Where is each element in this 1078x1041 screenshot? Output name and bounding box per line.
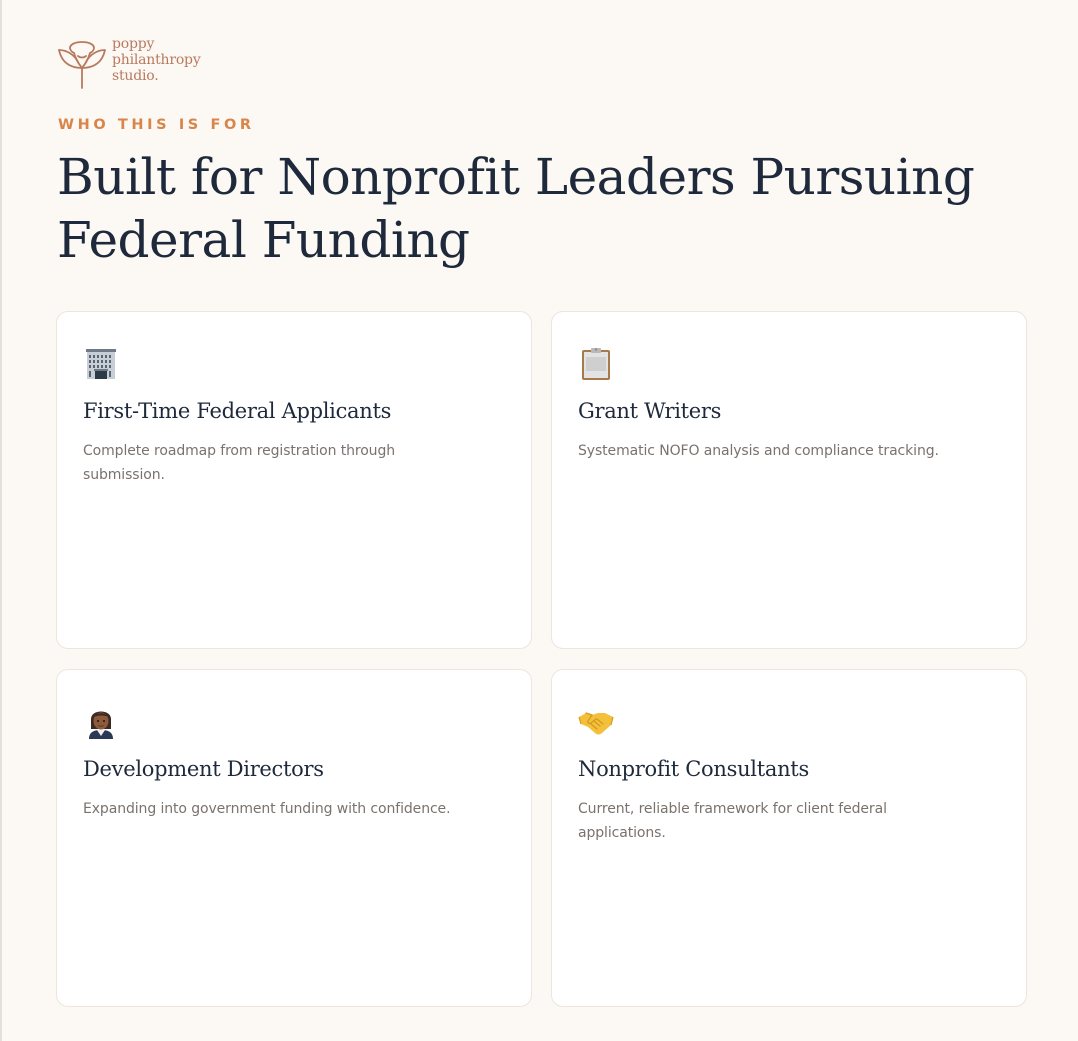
audience-card-first-time-applicants bbox=[56, 311, 532, 649]
card-description: Current, reliable framework for client federal applications. bbox=[578, 801, 887, 841]
card-description: Complete roadmap from registration through submission. bbox=[83, 443, 396, 483]
brand-line-1: poppy bbox=[112, 36, 155, 52]
audience-card-development-directors bbox=[56, 669, 532, 1007]
brand-wordmark bbox=[112, 36, 201, 84]
page-title bbox=[57, 146, 1017, 272]
office-building-icon bbox=[83, 346, 119, 382]
poppy-flower-icon bbox=[56, 36, 108, 90]
section-eyebrow: WHO THIS IS FOR bbox=[58, 117, 255, 133]
card-title: Development Directors bbox=[83, 757, 324, 781]
woman-office-worker-icon bbox=[83, 704, 119, 740]
card-title: Grant Writers bbox=[578, 399, 722, 423]
card-title: First-Time Federal Applicants bbox=[83, 399, 392, 423]
brand-logo[interactable] bbox=[56, 36, 201, 90]
page-title-line-1: Built for Nonprofit Leaders Pursuing bbox=[57, 148, 975, 206]
brand-line-3: studio. bbox=[112, 68, 159, 84]
card-title: Nonprofit Consultants bbox=[578, 757, 809, 781]
audience-card-nonprofit-consultants bbox=[551, 669, 1027, 1007]
brand-line-2: philanthropy bbox=[112, 52, 201, 68]
handshake-icon bbox=[578, 704, 614, 740]
audience-card-grant-writers bbox=[551, 311, 1027, 649]
page-title-line-2: Federal Funding bbox=[57, 211, 470, 269]
card-description: Expanding into government funding with confidence. bbox=[83, 801, 451, 817]
clipboard-icon bbox=[578, 346, 614, 382]
card-description: Systematic NOFO analysis and compliance tracking. bbox=[578, 443, 939, 459]
